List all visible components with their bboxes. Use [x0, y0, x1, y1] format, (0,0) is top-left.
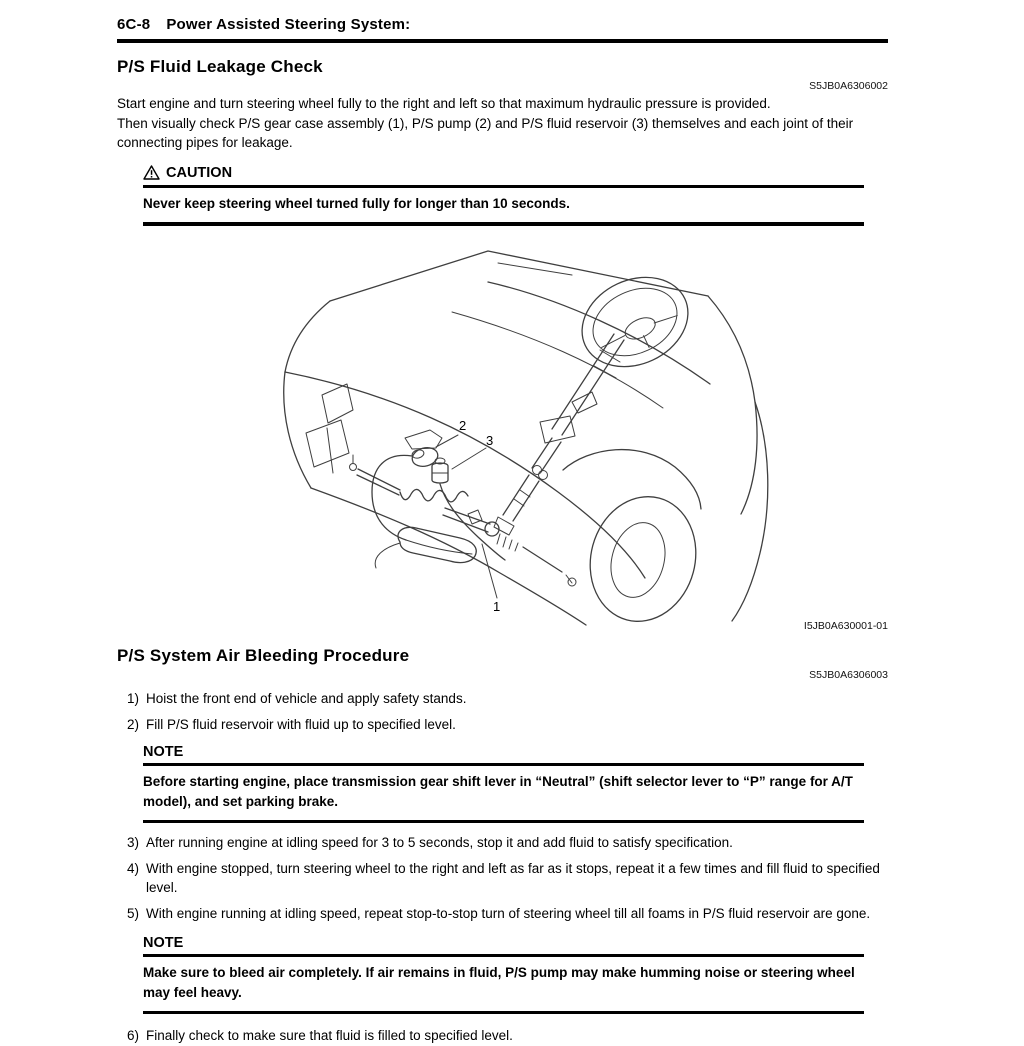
caution-bottom-rule — [143, 222, 864, 226]
note-box-1 — [143, 744, 864, 823]
step-number: 5) — [126, 905, 139, 921]
steering-system-diagram — [100, 242, 890, 638]
caution-label: CAUTION — [166, 164, 233, 181]
step-text: Fill P/S fluid reservoir with fluid up to specified level. — [146, 716, 456, 732]
step-text: With engine stopped, turn steering wheel to the right and left as far as it stops, repeat it a few times and fill fluid to specified level. — [146, 860, 880, 896]
step-text: After running engine at idling speed for 3 to 5 seconds, stop it and add fluid to satisfy specification. — [146, 835, 733, 851]
step-text: With engine running at idling speed, repeat stop-to-stop turn of steering wheel till all foams in P/S fluid reservoir are gone. — [146, 905, 871, 921]
leakage-paragraph-line-1: Start engine and turn steering wheel fully to the right and left so that maximum hydraulic pressure is provided. — [117, 96, 771, 111]
step-number: 1) — [126, 690, 139, 706]
note-text: Before starting engine, place transmission gear shift lever in “Neutral” (shift selector lever to “P” range for A/T model), and set parking brake. — [143, 773, 853, 809]
step-3 — [117, 833, 888, 853]
step-1 — [117, 689, 888, 709]
figure-callout-3: 3 — [486, 432, 494, 448]
figure-callout-2: 2 — [459, 417, 467, 433]
note-bottom-rule — [143, 820, 864, 823]
figure-callout-1: 1 — [493, 598, 501, 614]
step-5 — [117, 904, 888, 924]
step-number: 4) — [126, 860, 139, 876]
step-number: 3) — [126, 835, 139, 851]
step-number: 6) — [126, 1028, 139, 1044]
step-text: Hoist the front end of vehicle and apply safety stands. — [146, 690, 467, 706]
section-title-fluid-leakage-check: P/S Fluid Leakage Check — [117, 57, 323, 76]
section-ref-code-2: S5JB0A6306003 — [809, 668, 888, 681]
page-header-title: Power Assisted Steering System: — [166, 16, 411, 33]
page-header — [117, 16, 888, 33]
leakage-paragraph-line-2: Then visually check P/S gear case assembly (1), P/S pump (2) and P/S fluid reservoir (3) themselves and each joint of their connecting pipes for leakage. — [117, 115, 854, 151]
step-2 — [117, 715, 888, 735]
note-bottom-rule — [143, 1011, 864, 1014]
caution-text: Never keep steering wheel turned fully for longer than 10 seconds. — [143, 196, 570, 212]
step-text: Finally check to make sure that fluid is filled to specified level. — [146, 1028, 513, 1044]
figure-steering-system — [100, 242, 890, 638]
note-heading: NOTE — [143, 935, 184, 952]
note-text: Make sure to bleed air completely. If air remains in fluid, P/S pump may make humming noise or steering wheel may feel heavy. — [143, 964, 855, 1001]
figure-ref-code: I5JB0A630001-01 — [803, 619, 888, 632]
section-ref-code: S5JB0A6306002 — [809, 80, 888, 92]
car-body-outline — [284, 251, 768, 633]
step-number: 2) — [126, 716, 139, 732]
header-rule — [117, 39, 888, 43]
section-title-air-bleeding: P/S System Air Bleeding Procedure — [117, 645, 410, 665]
note-box-2 — [143, 935, 864, 1014]
step-6 — [117, 1026, 888, 1046]
steering-column — [494, 334, 624, 535]
warning-triangle-icon — [143, 165, 160, 180]
step-4 — [117, 859, 888, 898]
caution-box — [143, 165, 864, 226]
note-heading: NOTE — [143, 744, 184, 761]
procedure-steps — [117, 689, 888, 1046]
page-code: 6C-8 — [117, 16, 151, 33]
caution-heading — [143, 165, 864, 181]
gear-case-assembly — [350, 455, 577, 586]
